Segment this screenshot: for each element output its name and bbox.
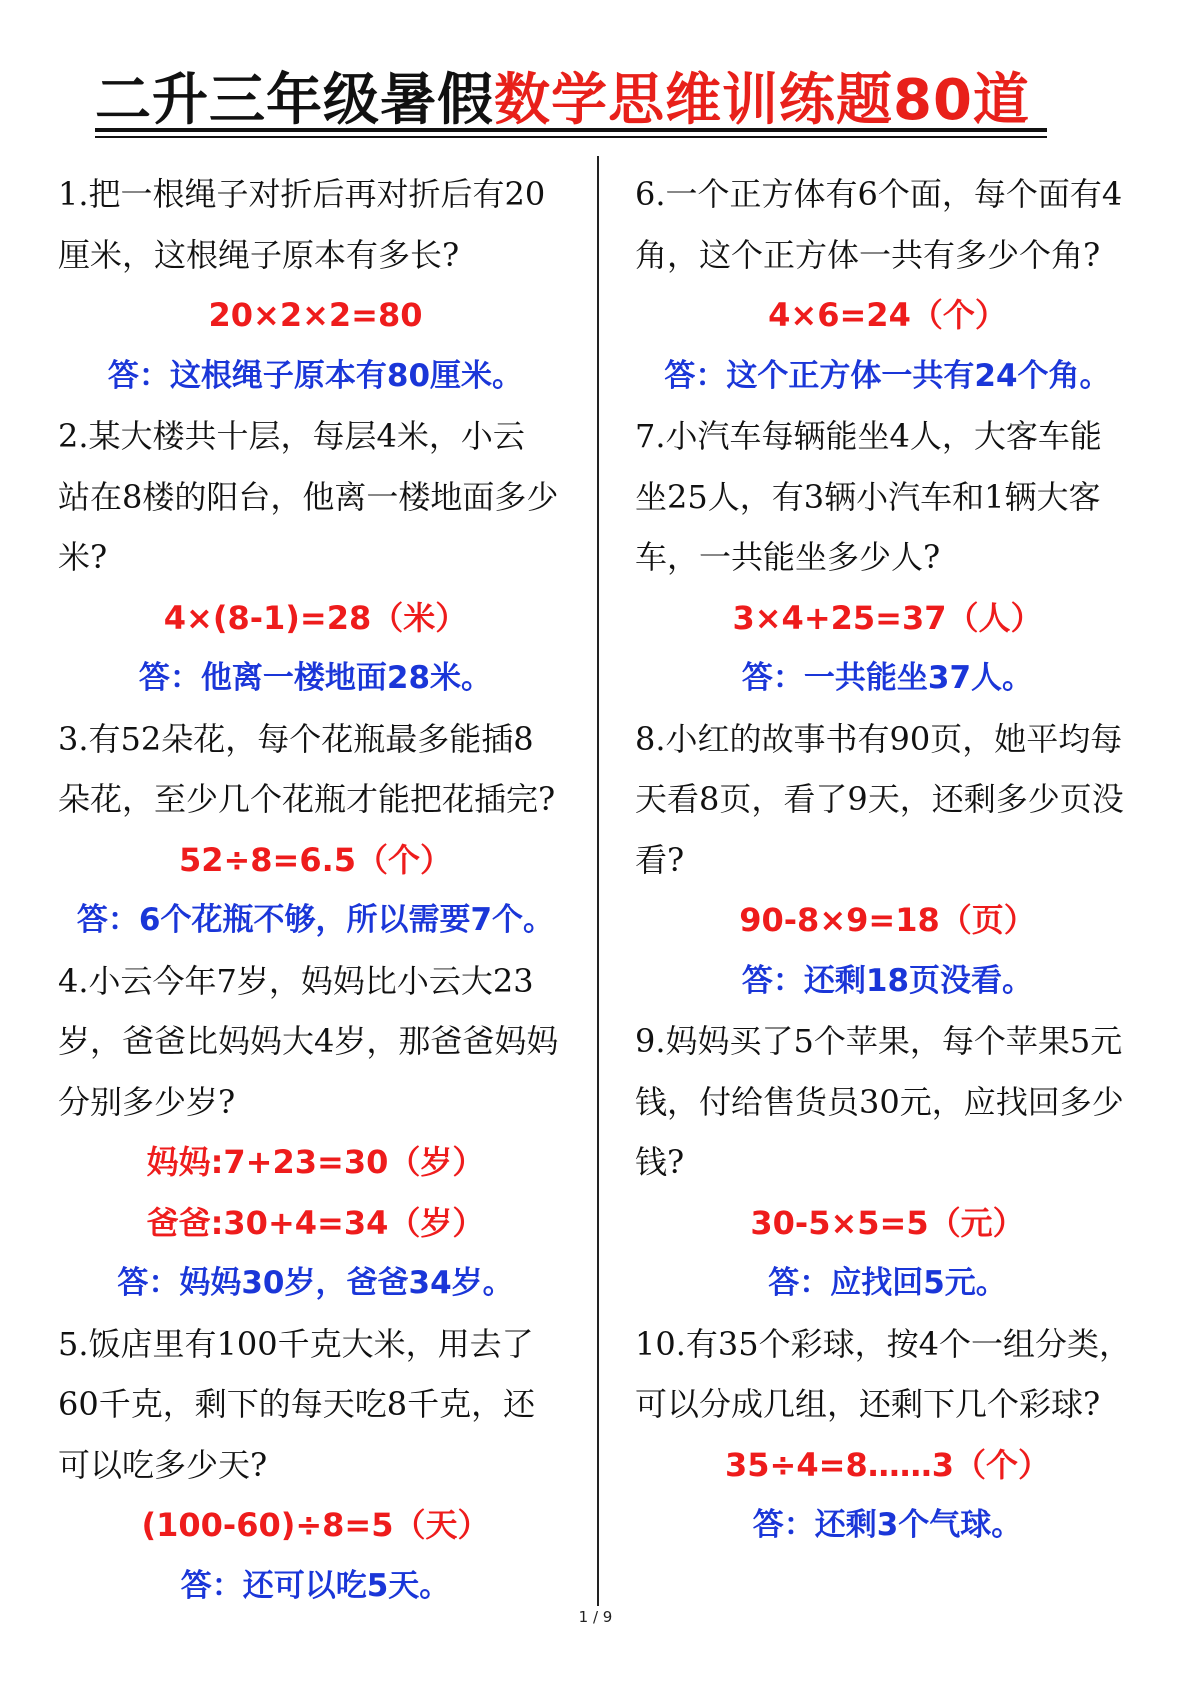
formula-line: 3×4+25=37（人）: [732, 598, 1043, 637]
question-line: 坐25人，有3辆小汽车和1辆大客: [635, 477, 1101, 516]
question-line: 6.一个正方体有6个面，每个面有4: [635, 175, 1123, 213]
answer-line: 答：他离一楼地面28米。: [138, 660, 493, 696]
answer-line: 答：还剩3个气球。: [752, 1507, 1023, 1543]
answer-line: 答：应找回5元。: [768, 1265, 1007, 1301]
question-line: 米?: [58, 538, 108, 576]
right-column: [635, 164, 1140, 1556]
answer-line: 答：还可以吃5天。: [180, 1567, 451, 1604]
formula-line: 4×(8-1)=28（米）: [163, 598, 468, 637]
title-underline-thick: [95, 128, 1047, 132]
column-divider: [597, 156, 599, 1606]
question-line: 3.有52朵花，每个花瓶最多能插8: [58, 719, 534, 758]
page-title-red: 数学思维训练题80道: [494, 68, 1030, 133]
question-line: 站在8楼的阳台，他离一楼地面多少: [58, 477, 559, 516]
question-line: 7.小汽车每辆能坐4人，大客车能: [635, 417, 1102, 455]
answer-line: 答：这根绳子原本有80厘米。: [107, 357, 524, 394]
question-line: 钱?: [635, 1143, 685, 1181]
answer-line: 答：还剩18页没看。: [741, 962, 1034, 999]
question-line: 10.有35个彩球，按4个一组分类，: [635, 1324, 1131, 1363]
question-line: 2.某大楼共十层，每层4米，小云: [58, 417, 525, 455]
question-line: 看?: [635, 840, 685, 879]
question-line: 朵花，至少几个花瓶才能把花插完?: [58, 780, 556, 818]
formula-line: (100-60)÷8=5（天）: [141, 1506, 490, 1544]
left-column: [58, 164, 573, 1616]
title-underline-thin: [95, 136, 1047, 138]
question-line: 天看8页，看了9天，还剩多少页没: [635, 780, 1124, 818]
question-line: 8.小红的故事书有90页，她平均每: [635, 719, 1123, 758]
formula-line: 4×6=24（个）: [768, 296, 1007, 334]
question-line: 可以分成几组，还剩下几个彩球?: [635, 1385, 1101, 1423]
question-line: 钱，付给售货员30元，应找回多少: [635, 1082, 1124, 1121]
answer-line: 答：这个正方体一共有24个角。: [664, 357, 1111, 394]
question-line: 5.饭店里有100千克大米，用去了: [58, 1324, 534, 1363]
answer-line: 答：妈妈30岁，爸爸34岁。: [117, 1265, 514, 1301]
formula-line: 爸爸:30+4=34（岁）: [146, 1203, 485, 1242]
page-indicator: 1 / 9: [578, 1608, 613, 1626]
formula-line: 52÷8=6.5（个）: [178, 840, 453, 879]
page-title-black: 二升三年级暑假: [95, 68, 494, 133]
formula-line: 妈妈:7+23=30（岁）: [146, 1143, 485, 1181]
question-line: 60千克，剩下的每天吃8千克，还: [58, 1385, 536, 1423]
question-line: 可以吃多少天?: [58, 1445, 268, 1484]
formula-line: 35÷4=8……3（个）: [725, 1445, 1050, 1484]
formula-line: 30-5×5=5（元）: [750, 1203, 1025, 1242]
question-line: 角，这个正方体一共有多少个角?: [635, 235, 1101, 274]
question-line: 厘米，这根绳子原本有多长?: [58, 235, 460, 274]
question-line: 车，一共能坐多少人?: [635, 538, 941, 576]
question-line: 9.妈妈买了5个苹果，每个苹果5元: [635, 1022, 1123, 1060]
question-line: 分别多少岁?: [58, 1082, 236, 1121]
answer-line: 答：一共能坐37人。: [741, 660, 1034, 696]
formula-line: 20×2×2=80: [208, 296, 423, 334]
question-line: 岁，爸爸比妈妈大4岁，那爸爸妈妈: [58, 1022, 559, 1060]
question-line: 1.把一根绳子对折后再对折后有20: [58, 175, 546, 213]
question-line: 4.小云今年7岁，妈妈比小云大23: [58, 961, 534, 1000]
answer-line: 答：6个花瓶不够，所以需要7个。: [76, 902, 555, 938]
formula-line: 90-8×9=18（页）: [739, 901, 1036, 939]
